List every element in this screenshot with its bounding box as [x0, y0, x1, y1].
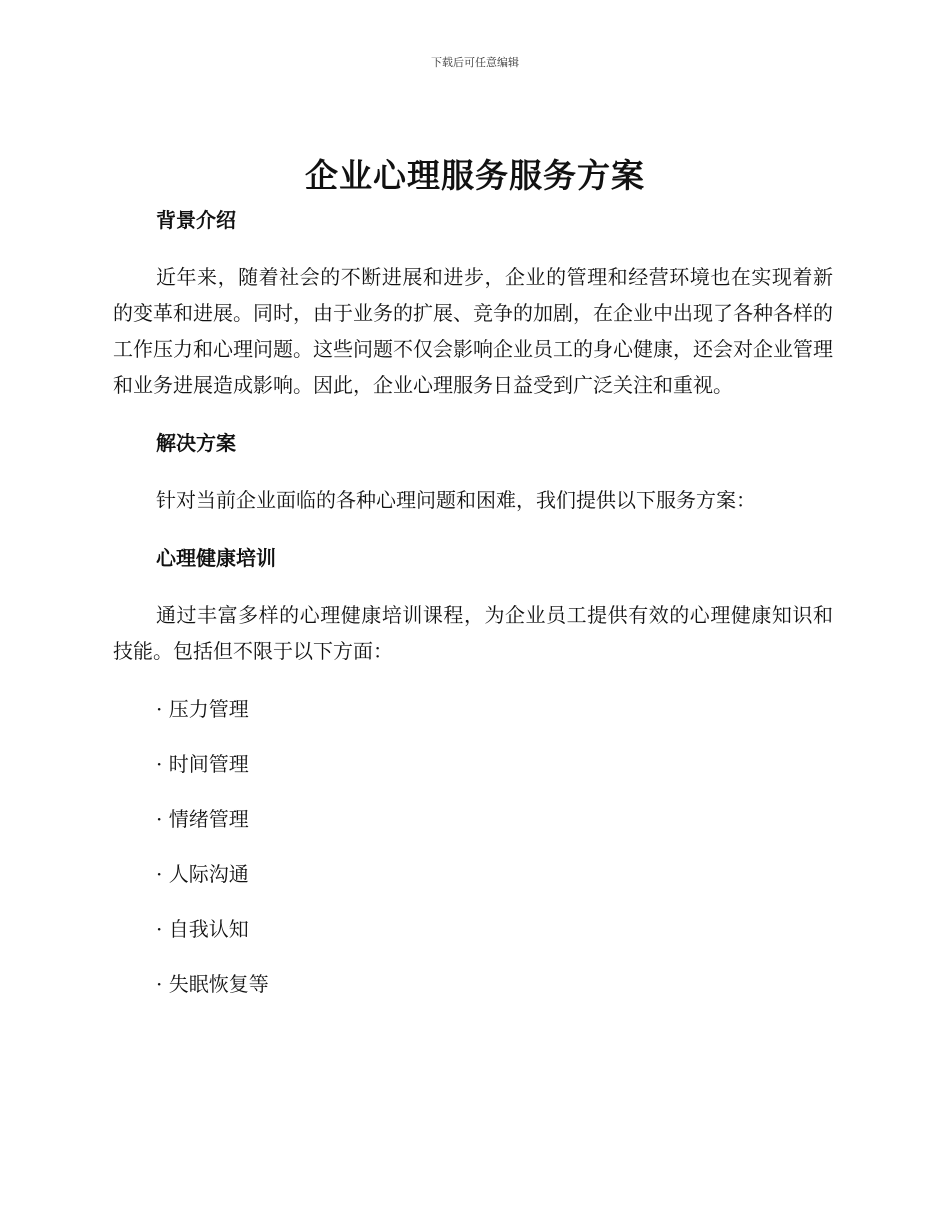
document-body — [113, 205, 833, 999]
list-item: · 人际沟通 — [156, 862, 249, 886]
header-note: 下载后可任意编辑 — [431, 56, 519, 69]
list-item: · 自我认知 — [156, 917, 249, 941]
background-paragraph: 近年来，随着社会的不断进展和进步，企业的管理和经营环境也在实现着新的变革和进展。同时，由于业务的扩展、竞争的加剧，在企业中出现了各种各样的工作压力和心理问题。这些问题不仅会影响企业员工的身心健康，还会对企业管理和业务进展造成影响。因此，企业心理服务日益受到广泛关注和重视。 — [113, 265, 833, 397]
section-heading-background: 背景介绍 — [156, 208, 236, 232]
list-item: · 压力管理 — [156, 697, 249, 721]
solution-paragraph: 针对当前企业面临的各种心理问题和困难，我们提供以下服务方案： — [156, 488, 756, 512]
list-item: · 情绪管理 — [156, 807, 249, 831]
training-paragraph: 通过丰富多样的心理健康培训课程，为企业员工提供有效的心理健康知识和技能。包括但不限于以下方面： — [113, 603, 833, 663]
section-heading-training: 心理健康培训 — [156, 546, 276, 570]
document-title: 企业心理服务服务方案 — [305, 156, 645, 195]
list-item: · 失眠恢复等 — [156, 972, 269, 996]
section-heading-solution: 解决方案 — [156, 431, 236, 455]
list-item: · 时间管理 — [156, 752, 249, 776]
